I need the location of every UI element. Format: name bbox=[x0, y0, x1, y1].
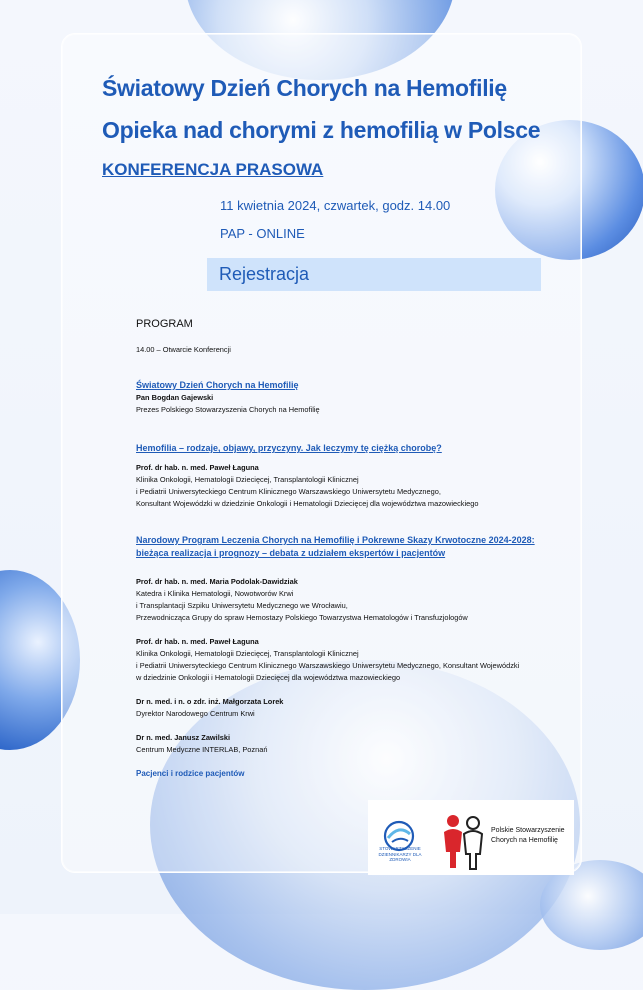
speaker-affiliation: i Transplantacji Szpiku Uniwersytetu Medycznego we Wrocławiu, bbox=[136, 601, 348, 610]
speaker-affiliation: w dziedzinie Onkologii i Hematologii Dziecięcej dla województwa mazowieckiego bbox=[136, 673, 401, 682]
speaker-affiliation: Katedra i Klinika Hematologii, Nowotworów Krwi bbox=[136, 589, 294, 598]
speaker-affiliation: Konsultant Wojewódzki w dziedzinie Onkologii i Hematologii Dziecięcej dla województwa mazowieckiego bbox=[136, 499, 479, 508]
speaker-affiliation: i Pediatrii Uniwersyteckiego Centrum Klinicznego Warszawskiego Uniwersytetu Medycznego, bbox=[136, 487, 441, 496]
audience-note: Pacjenci i rodzice pacjentów bbox=[136, 769, 245, 778]
speaker-name: Prof. dr hab. n. med. Maria Podolak-Dawidziak bbox=[136, 577, 298, 586]
section-title-link[interactable]: bieżąca realizacja i prognozy – debata z udziałem ekspertów i pacjentów bbox=[136, 548, 446, 558]
logo1-caption: STOWARZYSZENIE DZIENNIKARZY DLA ZDROWIA bbox=[378, 846, 422, 862]
speaker-affiliation: i Pediatrii Uniwersyteckiego Centrum Klinicznego Warszawskiego Uniwersytetu Medycznego, Konsultant Wojewódzki bbox=[136, 661, 520, 670]
speaker-name: Prof. dr hab. n. med. Paweł Łaguna bbox=[136, 637, 259, 646]
partner-logos bbox=[368, 800, 574, 875]
page-title: Światowy Dzień Chorych na Hemofilię bbox=[102, 75, 507, 101]
speaker-name: Prof. dr hab. n. med. Paweł Łaguna bbox=[136, 463, 259, 472]
logo2-line1: Polskie Stowarzyszenie bbox=[491, 827, 565, 834]
speaker-name: Pan Bogdan Gajewski bbox=[136, 393, 214, 402]
hemophilia-association-logo bbox=[438, 812, 488, 872]
speaker-affiliation: Centrum Medyczne INTERLAB, Poznań bbox=[136, 745, 268, 754]
journalists-association-logo bbox=[376, 814, 422, 872]
logo2-caption bbox=[491, 826, 565, 846]
speaker-affiliation: Przewodnicząca Grupy do spraw Hemostazy Polskiego Towarzystwa Hematologów i Transfuzjologów bbox=[136, 613, 468, 622]
program-heading: PROGRAM bbox=[136, 318, 193, 330]
program-section bbox=[136, 379, 536, 416]
speaker-affiliation: Klinika Onkologii, Hematologii Dziecięcej, Transplantologii Klinicznej bbox=[136, 649, 359, 658]
program-section bbox=[136, 534, 536, 780]
speaker-affiliation: Klinika Onkologii, Hematologii Dziecięcej, Transplantologii Klinicznej bbox=[136, 475, 359, 484]
section-title-link[interactable]: Hemofilia – rodzaje, objawy, przyczyny. Jak leczymy tę ciężką chorobę? bbox=[136, 443, 442, 453]
speaker-affiliation: Dyrektor Narodowego Centrum Krwi bbox=[136, 709, 255, 718]
event-date: 11 kwietnia 2024, czwartek, godz. 14.00 bbox=[220, 198, 451, 213]
program-section bbox=[136, 442, 536, 510]
speaker-name: Dr n. med. Janusz Zawilski bbox=[136, 733, 231, 742]
section-title-link[interactable]: Narodowy Program Leczenia Chorych na Hemofilię i Pokrewne Skazy Krwotoczne 2024-2028: bbox=[136, 535, 535, 545]
register-button[interactable]: Rejestracja bbox=[207, 258, 541, 291]
conference-label: KONFERENCJA PRASOWA bbox=[102, 160, 324, 179]
page-subtitle: Opieka nad chorymi z hemofilią w Polsce bbox=[102, 117, 541, 143]
program-opening: 14.00 – Otwarcie Konferencji bbox=[136, 345, 231, 354]
logo2-line2: Chorych na Hemofilię bbox=[491, 837, 558, 844]
speaker-affiliation: Prezes Polskiego Stowarzyszenia Chorych na Hemofilię bbox=[136, 405, 320, 414]
event-venue: PAP - ONLINE bbox=[220, 226, 305, 241]
section-title-link[interactable]: Światowy Dzień Chorych na Hemofilię bbox=[136, 380, 299, 390]
speaker-name: Dr n. med. i n. o zdr. inż. Małgorzata Lorek bbox=[136, 697, 284, 706]
